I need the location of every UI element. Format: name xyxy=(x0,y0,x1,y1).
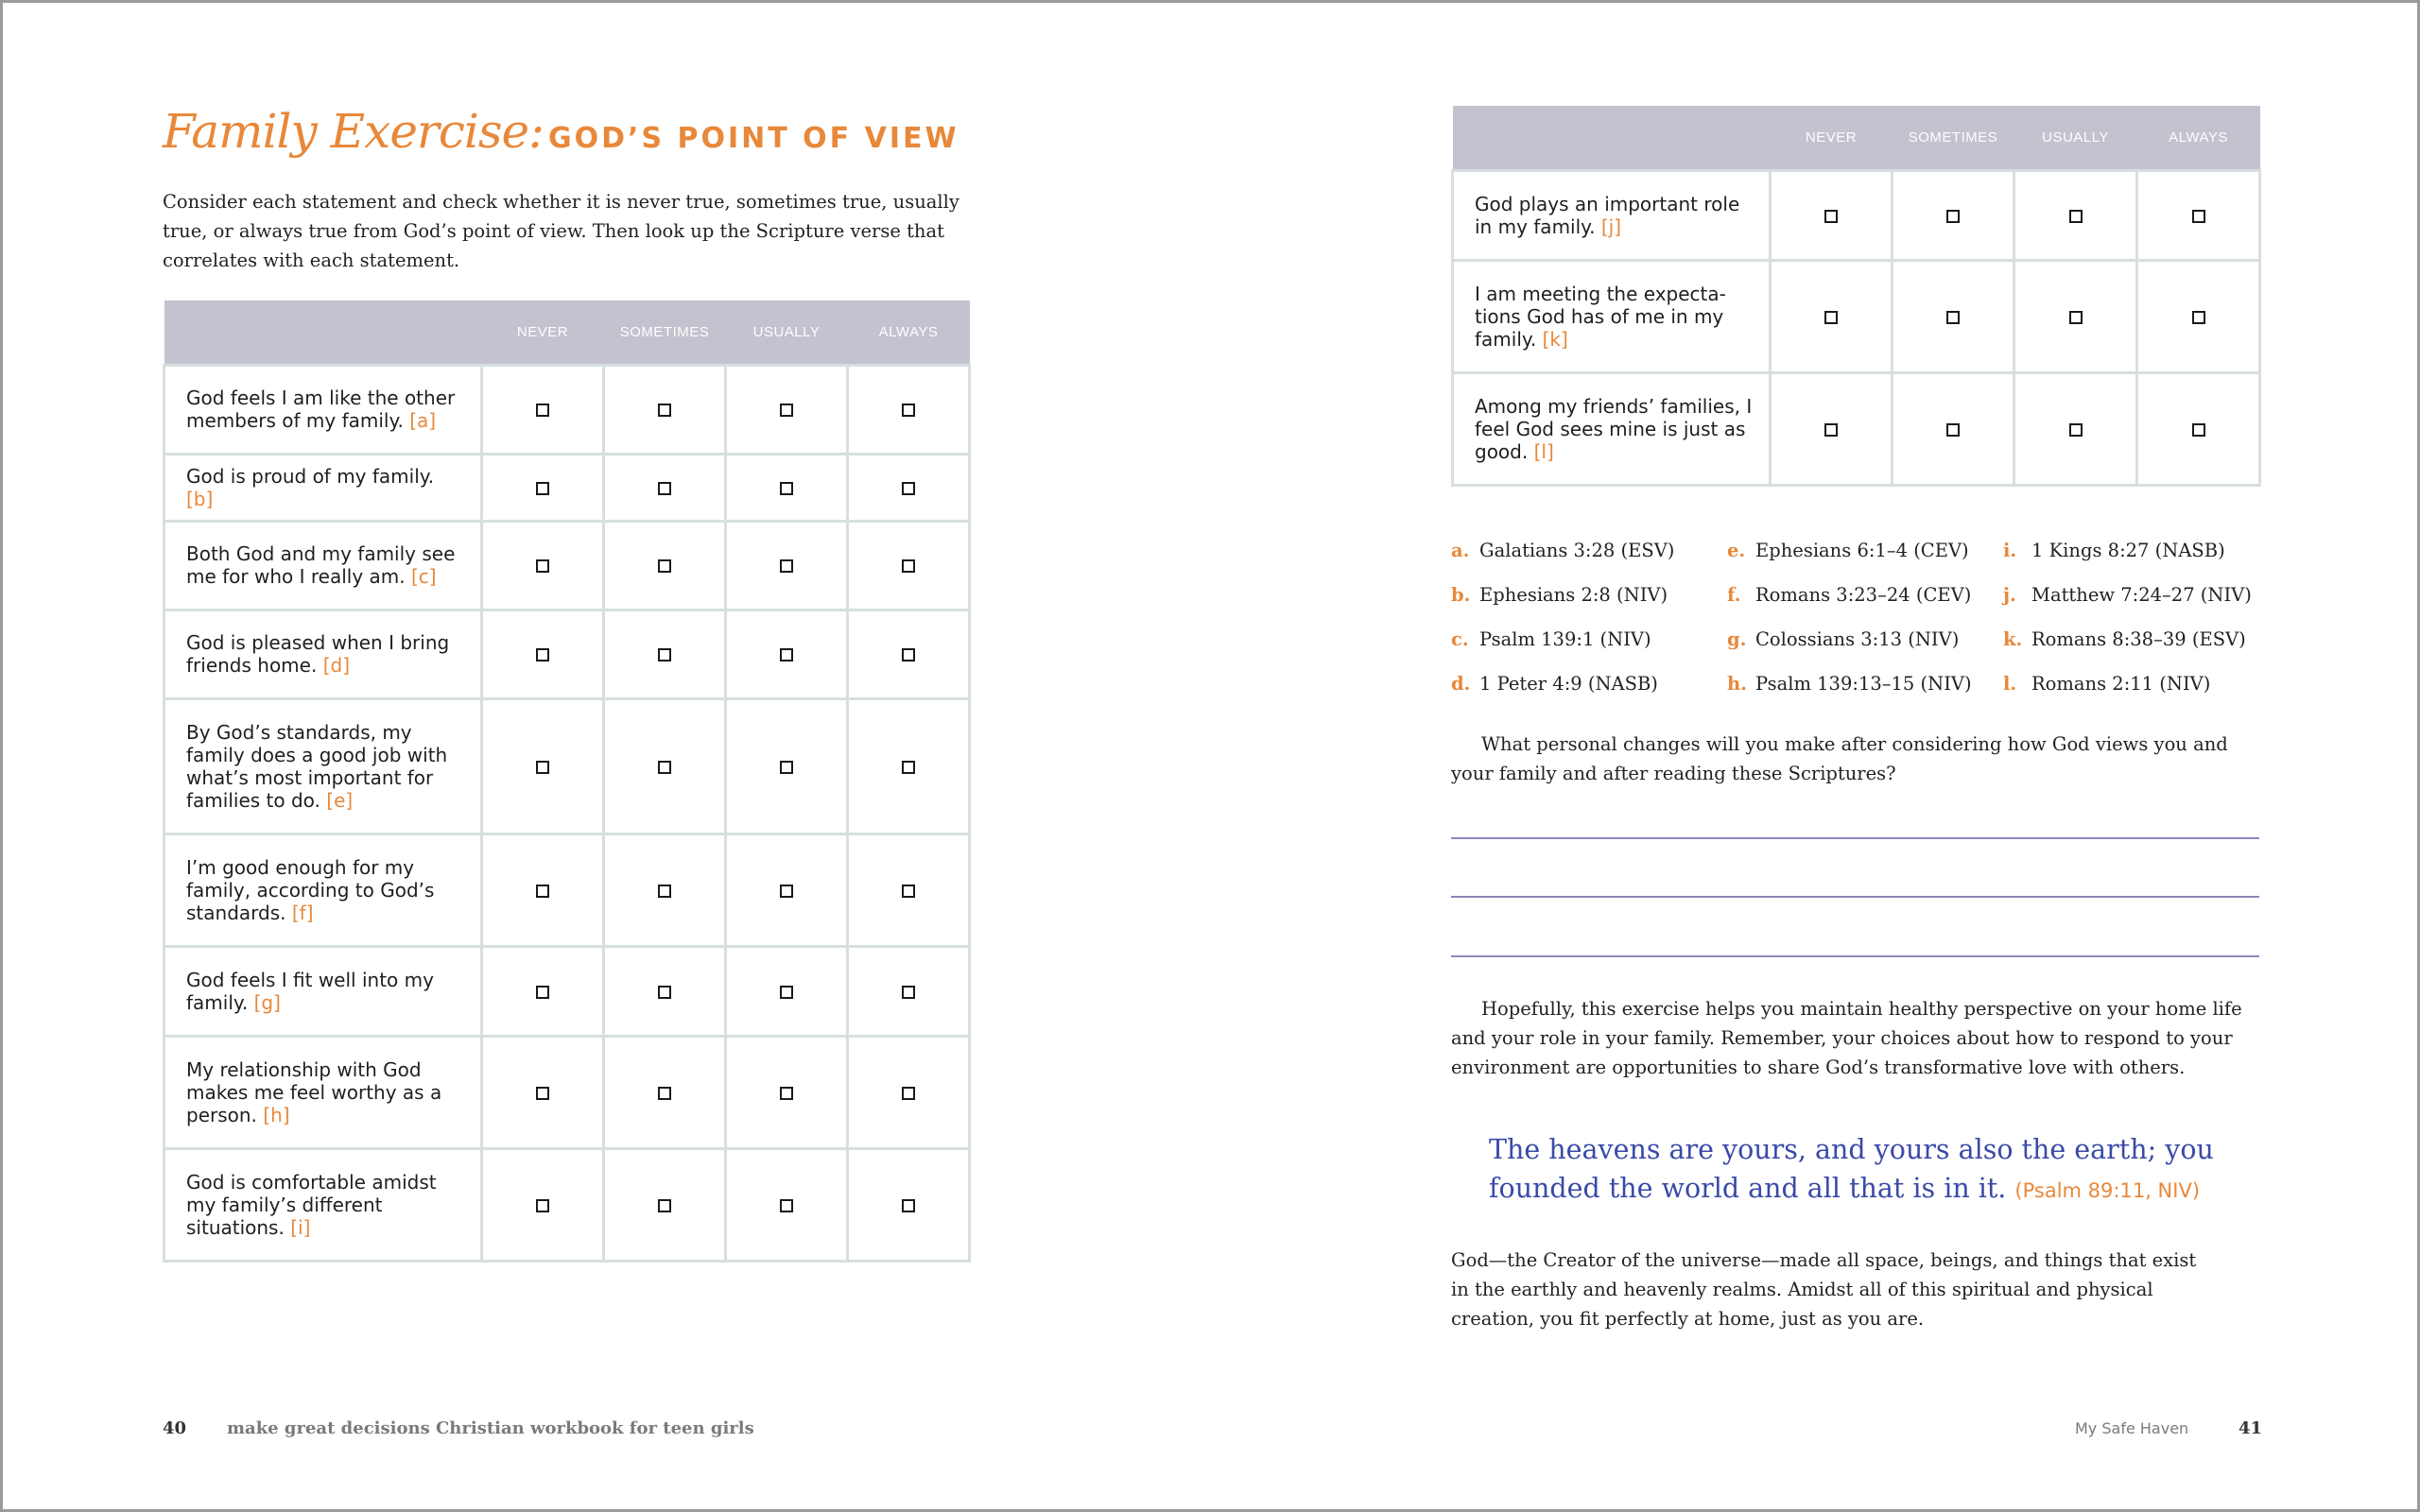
checkbox-cell-usually xyxy=(726,833,848,946)
scripture-ref-verse: Romans 2:11 (NIV) xyxy=(2031,673,2211,695)
checkbox-cell-usually xyxy=(726,946,848,1036)
scripture-ref-letter: k. xyxy=(2003,628,2023,650)
scripture-ref-item xyxy=(1727,670,2003,697)
scripture-ref-verse: 1 Peter 4:9 (NASB) xyxy=(1479,673,1658,695)
checkbox-always[interactable] xyxy=(2192,210,2205,223)
table-header-row xyxy=(1453,106,2260,170)
title-script: Family Exercise: xyxy=(163,104,544,159)
pull-quote xyxy=(1489,1130,2264,1211)
header-sometimes: SOMETIMES xyxy=(604,301,726,365)
checkbox-cell-sometimes xyxy=(604,698,726,833)
answer-line-1[interactable] xyxy=(1451,837,2259,839)
table-row xyxy=(164,946,970,1036)
statement-ref: [d] xyxy=(322,654,351,677)
checkbox-sometimes[interactable] xyxy=(658,1087,671,1100)
checkbox-usually[interactable] xyxy=(780,404,793,417)
scripture-ref-letter: l. xyxy=(2003,673,2017,695)
checkbox-always[interactable] xyxy=(902,885,915,898)
checkbox-sometimes[interactable] xyxy=(658,648,671,662)
scripture-ref-letter: h. xyxy=(1727,673,1747,695)
scripture-ref-letter: d. xyxy=(1451,673,1471,695)
checkbox-always[interactable] xyxy=(902,482,915,495)
reflection-question: What personal changes will you make after considering how God views you and your family and after reading these Scriptures? xyxy=(1451,733,2228,784)
intro-paragraph: Consider each statement and check whether it is never true, sometimes true, usually true, or always true from God’s point of view. Then look up the Scripture verse that correlates with each statement. xyxy=(163,191,959,271)
header-usually: USUALLY xyxy=(2014,106,2137,170)
checkbox-usually[interactable] xyxy=(780,559,793,573)
header-statement xyxy=(1453,106,1771,170)
checkbox-usually[interactable] xyxy=(780,986,793,999)
statement-ref: [g] xyxy=(253,990,281,1014)
statement-text: God feels I fit well into my family. xyxy=(186,968,434,1014)
checkbox-always[interactable] xyxy=(902,761,915,774)
statement-ref: [f] xyxy=(291,901,314,924)
checkbox-cell-usually xyxy=(726,698,848,833)
checkbox-cell-sometimes xyxy=(604,1148,726,1261)
header-statement xyxy=(164,301,482,365)
checkbox-never[interactable] xyxy=(536,482,549,495)
checkbox-never[interactable] xyxy=(536,1087,549,1100)
scripture-ref-verse: Romans 8:38–39 (ESV) xyxy=(2031,628,2246,650)
statement-text: God feels I am like the other members of my family. xyxy=(186,387,456,432)
statement-ref: [i] xyxy=(290,1215,311,1239)
scripture-ref-verse: 1 Kings 8:27 (NASB) xyxy=(2031,540,2225,561)
scripture-ref-letter: e. xyxy=(1727,540,1746,561)
checkbox-cell-sometimes xyxy=(1893,170,2014,260)
scripture-ref-letter: b. xyxy=(1451,584,1471,606)
checkbox-cell-sometimes xyxy=(604,454,726,521)
table-row xyxy=(164,698,970,833)
scripture-ref-verse: Ephesians 6:1–4 (CEV) xyxy=(1755,540,1969,561)
statement-cell xyxy=(164,1148,482,1261)
checkbox-cell-sometimes xyxy=(604,1036,726,1148)
statement-cell xyxy=(164,521,482,610)
statement-cell xyxy=(1453,170,1771,260)
checkbox-usually[interactable] xyxy=(780,761,793,774)
statement-cell xyxy=(164,946,482,1036)
checkbox-cell-always xyxy=(848,1036,970,1148)
statement-cell xyxy=(164,454,482,521)
table-header-row xyxy=(164,301,970,365)
checkbox-usually[interactable] xyxy=(780,885,793,898)
statement-ref: [e] xyxy=(326,788,354,812)
checkbox-cell-always xyxy=(2137,170,2260,260)
checkbox-never[interactable] xyxy=(1824,210,1838,223)
checkbox-never[interactable] xyxy=(536,986,549,999)
checkbox-cell-sometimes xyxy=(604,833,726,946)
checkbox-cell-always xyxy=(2137,372,2260,485)
scripture-ref-letter: a. xyxy=(1451,540,1470,561)
checkbox-always[interactable] xyxy=(902,1199,915,1212)
scripture-ref-verse: Romans 3:23–24 (CEV) xyxy=(1755,584,1972,606)
checkbox-usually[interactable] xyxy=(780,1199,793,1212)
checkbox-cell-never xyxy=(482,833,604,946)
checkbox-cell-usually xyxy=(726,1036,848,1148)
checkbox-cell-never xyxy=(482,610,604,698)
checkbox-usually[interactable] xyxy=(780,482,793,495)
statement-cell xyxy=(164,698,482,833)
checkbox-cell-always xyxy=(848,365,970,454)
checkbox-never[interactable] xyxy=(536,885,549,898)
checkbox-usually[interactable] xyxy=(780,648,793,662)
scripture-ref-item xyxy=(1727,581,2003,609)
table-row xyxy=(164,610,970,698)
scripture-ref-letter: f. xyxy=(1727,584,1741,606)
checkbox-cell-never xyxy=(482,365,604,454)
scripture-ref-item xyxy=(1727,537,2003,564)
checkbox-usually[interactable] xyxy=(780,1087,793,1100)
checkbox-cell-never xyxy=(482,946,604,1036)
statement-text: God is pleased when I bring friends home. xyxy=(186,631,450,677)
checkbox-sometimes[interactable] xyxy=(658,1199,671,1212)
scripture-ref-item xyxy=(2003,537,2273,564)
scripture-ref-letter: g. xyxy=(1727,628,1747,650)
checkbox-usually[interactable] xyxy=(2069,311,2083,324)
checkbox-cell-always xyxy=(848,698,970,833)
statement-cell xyxy=(1453,372,1771,485)
checkbox-cell-always xyxy=(848,946,970,1036)
checkbox-cell-usually xyxy=(726,521,848,610)
checkbox-sometimes[interactable] xyxy=(1946,210,1960,223)
checkbox-cell-never xyxy=(482,698,604,833)
checkbox-cell-always xyxy=(848,833,970,946)
table-row xyxy=(164,833,970,946)
page-number-right: 41 xyxy=(2238,1418,2263,1438)
quote-citation: (Psalm 89:11, NIV) xyxy=(2014,1179,2201,1202)
checkbox-sometimes[interactable] xyxy=(1946,311,1960,324)
checkbox-sometimes[interactable] xyxy=(1946,423,1960,437)
checkbox-cell-usually xyxy=(726,1148,848,1261)
scripture-ref-item xyxy=(1727,626,2003,653)
checkbox-cell-usually xyxy=(2014,170,2137,260)
header-always: ALWAYS xyxy=(848,301,970,365)
scripture-ref-verse: Colossians 3:13 (NIV) xyxy=(1755,628,1960,650)
scripture-ref-letter: c. xyxy=(1451,628,1469,650)
statement-ref: [k] xyxy=(1542,327,1568,351)
checkbox-usually[interactable] xyxy=(2069,210,2083,223)
table-row xyxy=(164,454,970,521)
page-number-left: 40 xyxy=(163,1418,187,1438)
checkbox-always[interactable] xyxy=(2192,311,2205,324)
closing-paragraph: Hopefully, this exercise helps you maintain healthy perspective on your home life and your role in your family. Remember, your choices about how to respond to your environment are opportunities to share God’s transformative love with others. xyxy=(1451,998,2242,1078)
checkbox-never[interactable] xyxy=(1824,311,1838,324)
table-row xyxy=(164,521,970,610)
scripture-ref-item xyxy=(2003,670,2273,697)
statement-text: My relationship with God makes me feel worthy as a person. xyxy=(186,1057,442,1126)
scripture-ref-verse: Matthew 7:24–27 (NIV) xyxy=(2031,584,2252,606)
running-head-right: My Safe Haven xyxy=(2075,1419,2189,1437)
statement-text: Among my friends’ families, I feel God sees mine is just as good. xyxy=(1475,394,1753,463)
table-row xyxy=(1453,372,2260,485)
checkbox-never[interactable] xyxy=(536,648,549,662)
table-row xyxy=(164,1036,970,1148)
statement-ref: [b] xyxy=(186,487,214,510)
checkbox-never[interactable] xyxy=(536,559,549,573)
exercise-table-right xyxy=(1451,106,2261,487)
statement-cell xyxy=(164,1036,482,1148)
checkbox-cell-usually xyxy=(2014,372,2137,485)
exercise-title xyxy=(163,104,1013,180)
checkbox-never[interactable] xyxy=(536,761,549,774)
checkbox-sometimes[interactable] xyxy=(658,559,671,573)
answer-line-3[interactable] xyxy=(1451,955,2259,957)
checkbox-cell-never xyxy=(1771,170,1893,260)
statement-text: God is proud of my family. xyxy=(186,464,435,488)
checkbox-never[interactable] xyxy=(536,404,549,417)
checkbox-cell-always xyxy=(848,454,970,521)
checkbox-sometimes[interactable] xyxy=(658,885,671,898)
statement-cell xyxy=(1453,260,1771,372)
checkbox-cell-never xyxy=(482,521,604,610)
checkbox-always[interactable] xyxy=(902,986,915,999)
statement-cell xyxy=(164,365,482,454)
checkbox-always[interactable] xyxy=(902,648,915,662)
scripture-ref-item xyxy=(1451,626,1727,653)
checkbox-cell-sometimes xyxy=(1893,260,2014,372)
checkbox-cell-always xyxy=(2137,260,2260,372)
checkbox-cell-never xyxy=(482,1036,604,1148)
checkbox-usually[interactable] xyxy=(2069,423,2083,437)
checkbox-cell-always xyxy=(848,610,970,698)
checkbox-cell-never xyxy=(482,454,604,521)
quote-text: The heavens are yours, and yours also the earth; you founded the world and all that is in it. xyxy=(1489,1134,2214,1204)
checkbox-cell-always xyxy=(848,1148,970,1261)
table-row xyxy=(164,1148,970,1261)
exercise-table-left xyxy=(163,301,971,1263)
checkbox-never[interactable] xyxy=(536,1199,549,1212)
scripture-ref-item xyxy=(1451,670,1727,697)
statement-text: I am meeting the expectations God has of me in my family. xyxy=(1475,282,1726,351)
answer-line-2[interactable] xyxy=(1451,896,2259,898)
checkbox-cell-sometimes xyxy=(604,521,726,610)
table-row xyxy=(1453,260,2260,372)
checkbox-always[interactable] xyxy=(902,1087,915,1100)
header-sometimes: SOMETIMES xyxy=(1893,106,2014,170)
table-row xyxy=(1453,170,2260,260)
statement-ref: [c] xyxy=(411,565,437,588)
statement-ref: [a] xyxy=(409,409,437,432)
checkbox-sometimes[interactable] xyxy=(658,986,671,999)
statement-cell xyxy=(164,610,482,698)
scripture-ref-verse: Psalm 139:13–15 (NIV) xyxy=(1755,673,1972,695)
scripture-ref-letter: i. xyxy=(2003,540,2017,561)
scripture-ref-verse: Galatians 3:28 (ESV) xyxy=(1479,540,1675,561)
checkbox-never[interactable] xyxy=(1824,423,1838,437)
statement-text: God plays an important role in my family. xyxy=(1475,192,1740,238)
checkbox-cell-never xyxy=(482,1148,604,1261)
checkbox-always[interactable] xyxy=(902,559,915,573)
statement-text: Both God and my family see me for who I really am. xyxy=(186,542,456,588)
header-usually: USUALLY xyxy=(726,301,848,365)
header-never: NEVER xyxy=(482,301,604,365)
scripture-ref-item xyxy=(2003,626,2273,653)
checkbox-always[interactable] xyxy=(2192,423,2205,437)
checkbox-cell-never xyxy=(1771,372,1893,485)
checkbox-cell-sometimes xyxy=(604,365,726,454)
header-always: ALWAYS xyxy=(2137,106,2260,170)
statement-text: God is comfortable amidst my family’s different situations. xyxy=(186,1170,437,1239)
final-paragraph: God—the Creator of the universe—made all space, beings, and things that exist in the earthly and heavenly realms. Amidst all of this spiritual and physical creation, you fit perfectly at home, just as you are. xyxy=(1451,1249,2197,1330)
scripture-references xyxy=(1451,537,2273,697)
checkbox-sometimes[interactable] xyxy=(658,761,671,774)
statement-ref: [l] xyxy=(1533,439,1554,463)
checkbox-cell-sometimes xyxy=(1893,372,2014,485)
checkbox-cell-usually xyxy=(726,454,848,521)
scripture-ref-letter: j. xyxy=(2003,584,2016,606)
scripture-ref-item xyxy=(1451,581,1727,609)
scripture-ref-verse: Psalm 139:1 (NIV) xyxy=(1479,628,1651,650)
title-caps: GOD’S POINT OF VIEW xyxy=(548,122,959,155)
table-row xyxy=(164,365,970,454)
scripture-ref-item xyxy=(2003,581,2273,609)
checkbox-sometimes[interactable] xyxy=(658,482,671,495)
scripture-ref-verse: Ephesians 2:8 (NIV) xyxy=(1479,584,1668,606)
header-never: NEVER xyxy=(1771,106,1893,170)
running-head-left: make great decisions Christian workbook for teen girls xyxy=(227,1418,754,1438)
checkbox-cell-sometimes xyxy=(604,610,726,698)
checkbox-sometimes[interactable] xyxy=(658,404,671,417)
checkbox-cell-usually xyxy=(2014,260,2137,372)
checkbox-always[interactable] xyxy=(902,404,915,417)
checkbox-cell-usually xyxy=(726,610,848,698)
statement-ref: [h] xyxy=(263,1103,290,1126)
statement-ref: [j] xyxy=(1600,215,1622,238)
checkbox-cell-never xyxy=(1771,260,1893,372)
scripture-ref-item xyxy=(1451,537,1727,564)
checkbox-cell-sometimes xyxy=(604,946,726,1036)
statement-text: I’m good enough for my family, according to God’s standards. xyxy=(186,855,435,924)
checkbox-cell-always xyxy=(848,521,970,610)
checkbox-cell-usually xyxy=(726,365,848,454)
statement-text: By God’s standards, my family does a good job with what’s most important for families to do. xyxy=(186,720,448,812)
statement-cell xyxy=(164,833,482,946)
